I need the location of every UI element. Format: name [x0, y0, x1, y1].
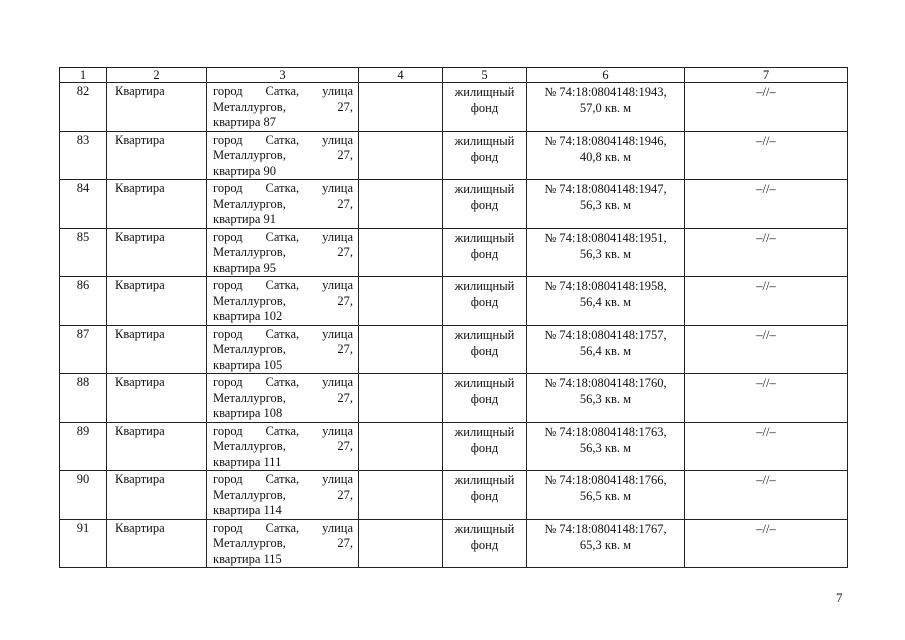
fund-type: [443, 277, 527, 326]
table-row: [60, 180, 848, 229]
row-number: 90: [60, 471, 107, 520]
cadastral-number: № 74:18:0804148:1763,: [544, 424, 667, 439]
row-number: 84: [60, 180, 107, 229]
fund-type-line: жилищный: [454, 230, 515, 245]
row-number: 88: [60, 374, 107, 423]
ditto-mark: –//–: [685, 180, 848, 229]
cadastral-info: [527, 83, 685, 132]
fund-type-line: фонд: [470, 149, 499, 164]
ditto-mark: –//–: [685, 325, 848, 374]
fund-type: [443, 228, 527, 277]
area-value: 57,0 кв. м: [579, 101, 632, 115]
object-address: город Сатка, улица Металлургов, 27, квартира 115: [207, 519, 359, 568]
cadastral-number: № 74:18:0804148:1951,: [544, 230, 667, 245]
fund-type-line: жилищный: [454, 279, 515, 293]
object-type: Квартира: [107, 180, 207, 229]
table-row: [60, 228, 848, 277]
fund-type-line: жилищный: [454, 327, 515, 342]
object-address: город Сатка, улица Металлургов, 27, квартира 111: [207, 422, 359, 471]
table-row: [60, 83, 848, 132]
object-address: город Сатка, улица Металлургов, 27, квартира 114: [207, 471, 359, 520]
fund-type: [443, 325, 527, 374]
cadastral-number: № 74:18:0804148:1760,: [544, 376, 667, 390]
fund-type-line: жилищный: [454, 85, 515, 99]
cadastral-info: [527, 180, 685, 229]
area-value: 56,4 кв. м: [579, 295, 632, 309]
page-number: 7: [836, 590, 843, 605]
area-value: 65,3 кв. м: [579, 537, 632, 552]
row-number: 91: [60, 519, 107, 568]
fund-type: [443, 374, 527, 423]
object-type: Квартира: [107, 325, 207, 374]
fund-type-line: фонд: [470, 489, 499, 503]
cadastral-number: № 74:18:0804148:1958,: [544, 279, 667, 293]
area-value: 40,8 кв. м: [579, 149, 632, 164]
column-4-cell: [359, 131, 443, 180]
object-type: Квартира: [107, 374, 207, 423]
row-number: 83: [60, 131, 107, 180]
table-row: [60, 374, 848, 423]
ditto-mark: –//–: [685, 83, 848, 132]
object-address: город Сатка, улица Металлургов, 27, квартира 90: [207, 131, 359, 180]
cadastral-info: [527, 228, 685, 277]
cadastral-number: № 74:18:0804148:1943,: [544, 85, 667, 99]
column-4-cell: [359, 180, 443, 229]
object-type: Квартира: [107, 422, 207, 471]
object-type: Квартира: [107, 83, 207, 132]
column-header: 1: [60, 68, 107, 83]
table-row: [60, 422, 848, 471]
column-header: 7: [685, 68, 848, 83]
fund-type-line: фонд: [470, 392, 499, 406]
object-address: город Сатка, улица Металлургов, 27, квартира 87: [207, 83, 359, 132]
object-address: город Сатка, улица Металлургов, 27, квартира 102: [207, 277, 359, 326]
fund-type-line: фонд: [470, 198, 499, 212]
table-row: [60, 131, 848, 180]
table-row: [60, 277, 848, 326]
cadastral-number: № 74:18:0804148:1947,: [544, 182, 667, 196]
row-number: 82: [60, 83, 107, 132]
table-row: [60, 471, 848, 520]
fund-type-line: жилищный: [454, 182, 515, 196]
ditto-mark: –//–: [685, 131, 848, 180]
column-header: 6: [527, 68, 685, 83]
row-number: 86: [60, 277, 107, 326]
area-value: 56,5 кв. м: [579, 489, 632, 503]
ditto-mark: –//–: [685, 277, 848, 326]
fund-type-line: жилищный: [454, 133, 515, 148]
fund-type-line: жилищный: [454, 376, 515, 390]
column-header: 5: [443, 68, 527, 83]
table-row: [60, 325, 848, 374]
object-type: Квартира: [107, 228, 207, 277]
fund-type-line: фонд: [470, 295, 499, 309]
object-address: город Сатка, улица Металлургов, 27, квартира 95: [207, 228, 359, 277]
cadastral-info: [527, 471, 685, 520]
column-4-cell: [359, 228, 443, 277]
column-header: 3: [207, 68, 359, 83]
object-type: Квартира: [107, 471, 207, 520]
cadastral-info: [527, 374, 685, 423]
property-table: [59, 67, 848, 568]
ditto-mark: –//–: [685, 519, 848, 568]
column-4-cell: [359, 83, 443, 132]
column-4-cell: [359, 325, 443, 374]
object-type: Квартира: [107, 131, 207, 180]
column-4-cell: [359, 374, 443, 423]
table-header-row: [60, 68, 848, 83]
object-address: город Сатка, улица Металлургов, 27, квартира 91: [207, 180, 359, 229]
row-number: 87: [60, 325, 107, 374]
row-number: 89: [60, 422, 107, 471]
object-address: город Сатка, улица Металлургов, 27, квартира 108: [207, 374, 359, 423]
fund-type-line: фонд: [470, 246, 499, 261]
cadastral-number: № 74:18:0804148:1766,: [544, 473, 667, 487]
column-4-cell: [359, 519, 443, 568]
fund-type-line: фонд: [470, 537, 499, 552]
cadastral-info: [527, 519, 685, 568]
ditto-mark: –//–: [685, 422, 848, 471]
column-header: 2: [107, 68, 207, 83]
fund-type-line: фонд: [470, 440, 499, 455]
cadastral-info: [527, 277, 685, 326]
column-header: 4: [359, 68, 443, 83]
ditto-mark: –//–: [685, 471, 848, 520]
area-value: 56,4 кв. м: [579, 343, 632, 358]
area-value: 56,3 кв. м: [579, 246, 632, 261]
fund-type: [443, 471, 527, 520]
column-4-cell: [359, 422, 443, 471]
column-4-cell: [359, 277, 443, 326]
table-row: [60, 519, 848, 568]
fund-type: [443, 83, 527, 132]
cadastral-number: № 74:18:0804148:1946,: [544, 133, 667, 148]
object-address: город Сатка, улица Металлургов, 27, квартира 105: [207, 325, 359, 374]
area-value: 56,3 кв. м: [579, 392, 632, 406]
cadastral-number: № 74:18:0804148:1757,: [544, 327, 667, 342]
fund-type-line: жилищный: [454, 521, 515, 536]
cadastral-number: № 74:18:0804148:1767,: [544, 521, 667, 536]
cadastral-info: [527, 422, 685, 471]
object-type: Квартира: [107, 519, 207, 568]
object-type: Квартира: [107, 277, 207, 326]
fund-type: [443, 131, 527, 180]
column-4-cell: [359, 471, 443, 520]
row-number: 85: [60, 228, 107, 277]
cadastral-info: [527, 325, 685, 374]
area-value: 56,3 кв. м: [579, 198, 632, 212]
area-value: 56,3 кв. м: [579, 440, 632, 455]
cadastral-info: [527, 131, 685, 180]
ditto-mark: –//–: [685, 374, 848, 423]
fund-type: [443, 422, 527, 471]
fund-type-line: фонд: [470, 101, 499, 115]
ditto-mark: –//–: [685, 228, 848, 277]
fund-type-line: фонд: [470, 343, 499, 358]
fund-type: [443, 180, 527, 229]
fund-type-line: жилищный: [454, 473, 515, 487]
table-body: [60, 83, 848, 568]
fund-type-line: жилищный: [454, 424, 515, 439]
fund-type: [443, 519, 527, 568]
